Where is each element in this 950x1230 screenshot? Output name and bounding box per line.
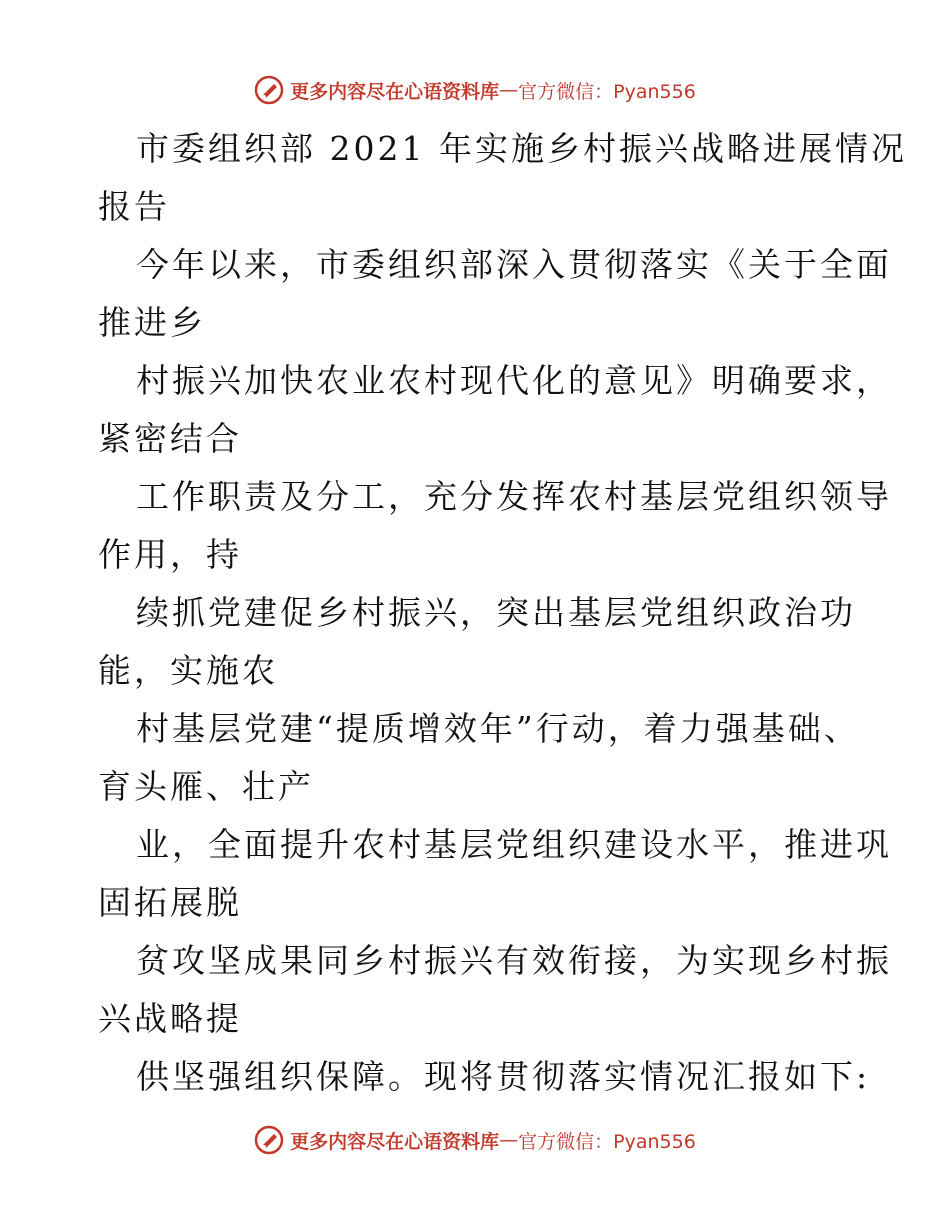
banner-title: 更多内容尽在心语资料库 [290,80,500,103]
document-line: 供坚强组织保障。现将贯彻落实情况汇报如下: [136,1057,871,1096]
document-line: 报告 [98,187,170,226]
banner-separator: — [499,1129,519,1151]
document-line: 兴战略提 [98,999,242,1038]
document-line: 育头雁、壮产 [98,767,314,806]
document-line: 业，全面提升农村基层党组织建设水平，推进巩 [136,825,892,864]
document-line: 作用，持 [98,535,242,574]
banner-separator: — [499,79,519,101]
document-line: 续抓党建促乡村振兴，突出基层党组织政治功 [136,593,856,632]
document-line: 工作职责及分工，充分发挥农村基层党组织领导 [136,477,892,516]
document-line: 市委组织部 2021 年实施乡村振兴战略进展情况 [136,129,907,168]
document-line: 紧密结合 [98,419,242,458]
document-line: 推进乡 [98,303,206,342]
document-line: 贫攻坚成果同乡村振兴有效衔接，为实现乡村振 [136,941,892,980]
document-line: 村振兴加快农业农村现代化的意见》明确要求， [136,361,892,400]
library-logo-icon [254,1125,284,1155]
footer-banner [0,1120,950,1160]
document-line: 村基层党建“提质增效年”行动，着力强基础、 [136,709,860,748]
library-logo-icon [254,75,284,105]
document-body [98,120,907,1106]
document-line: 固拓展脱 [98,883,242,922]
document-line: 今年以来，市委组织部深入贯彻落实《关于全面 [136,245,892,284]
banner-title: 更多内容尽在心语资料库 [290,1130,500,1153]
document-line: 能，实施农 [98,651,278,690]
banner-wechat: 官方微信：Pyan556 [518,80,696,103]
header-banner [0,70,950,110]
banner-wechat: 官方微信：Pyan556 [518,1130,696,1153]
